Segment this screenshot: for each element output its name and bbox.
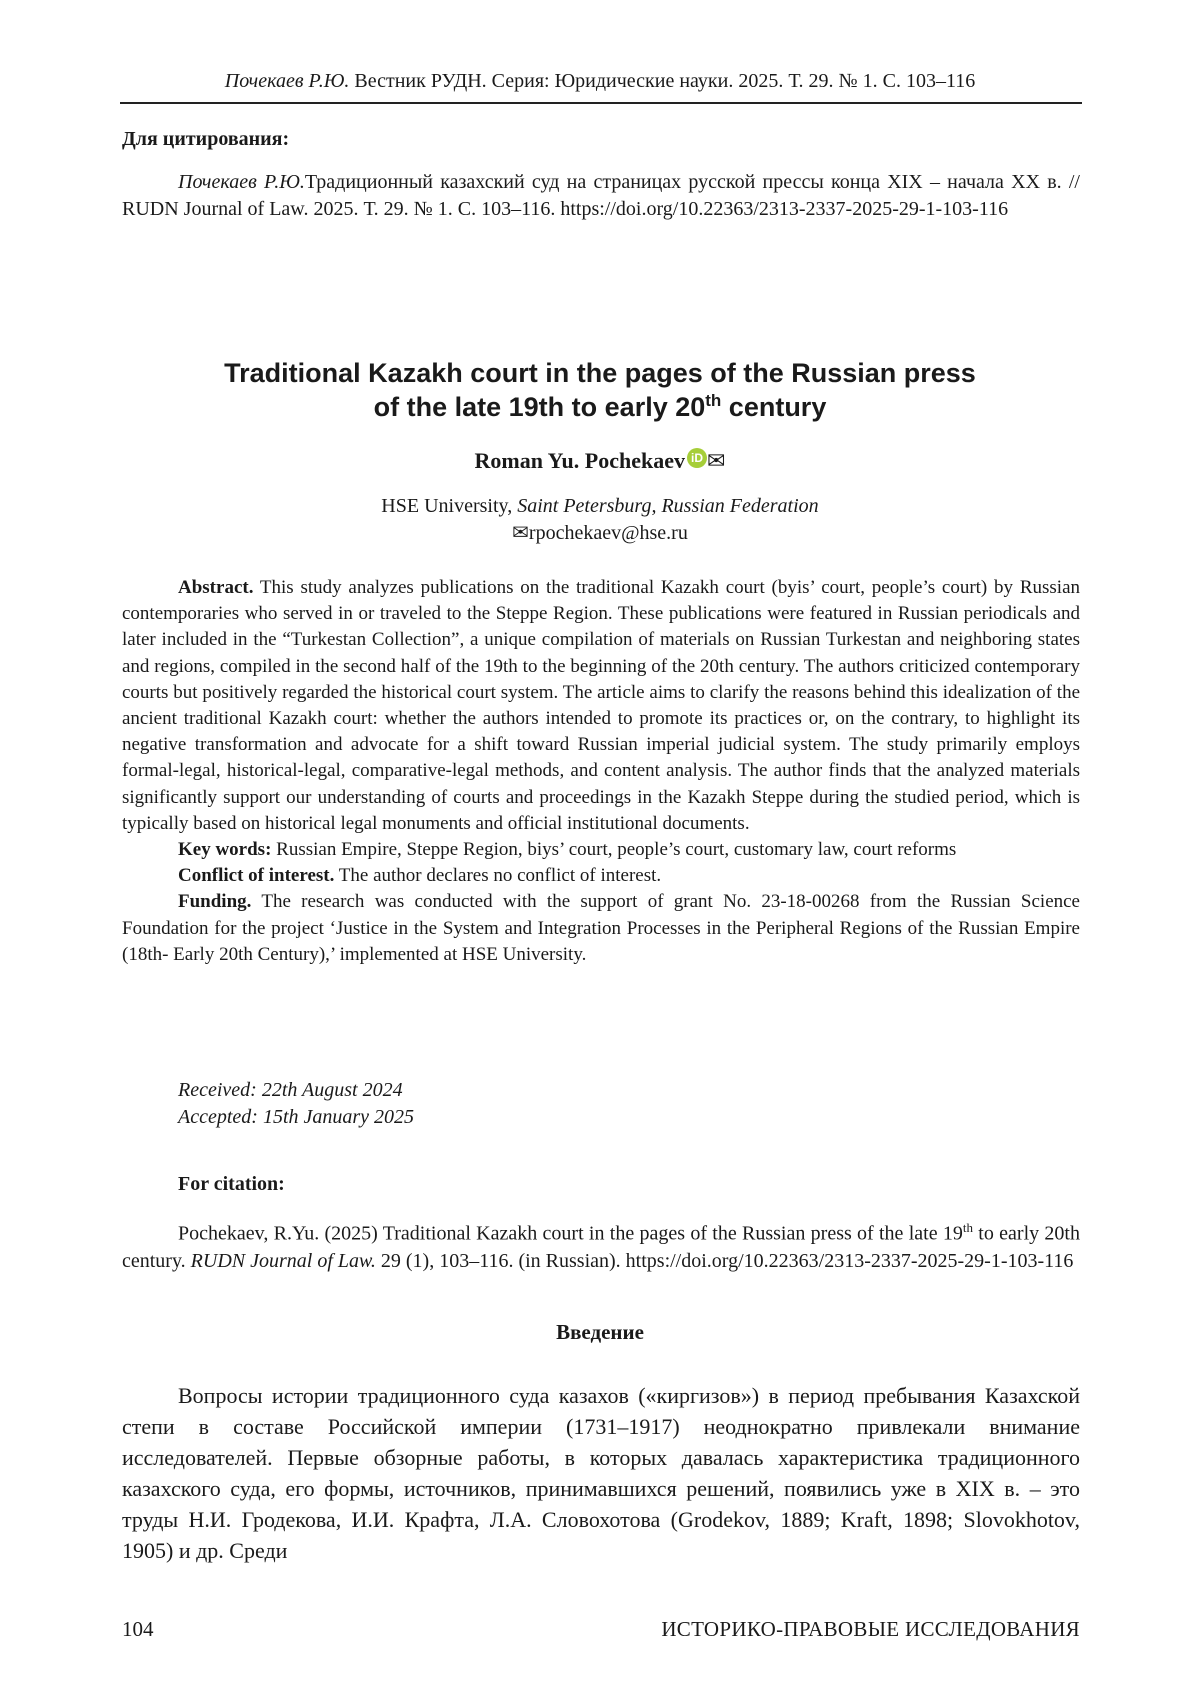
keywords-label: Key words: xyxy=(178,839,272,861)
citation-en-journal: RUDN Journal of Law. xyxy=(190,1249,376,1272)
funding-paragraph xyxy=(122,889,1080,968)
abstract-paragraph xyxy=(122,575,1080,837)
article-title xyxy=(120,356,1080,424)
page-number: 104 xyxy=(122,1617,154,1641)
author-email[interactable]: rpochekaev@hse.ru xyxy=(528,522,688,544)
affiliation xyxy=(120,493,1080,547)
citation-en-mid: to early 20th century. xyxy=(122,1222,1080,1272)
citation-ru-heading: Для цитирования: xyxy=(122,128,290,150)
footer-section: ИСТОРИКО-ПРАВОВЫЕ ИССЛЕДОВАНИЯ xyxy=(661,1617,1080,1641)
title-line2-text: of the late 19th to early 20 xyxy=(373,392,706,422)
running-head-journal: Вестник РУДН. Серия: Юридические науки. 2025. Т. 29. № 1. С. 103–116 xyxy=(354,70,976,92)
email-line xyxy=(120,520,1080,547)
dates xyxy=(178,1077,414,1131)
citation-ru xyxy=(122,169,1080,223)
running-head xyxy=(120,68,1080,94)
abstract-text: This study analyzes publications on the traditional Kazakh court (byis’ court, people’s court) by Russian contemporaries who served in or traveled to the Steppe Region. These publications were featured in Russian periodicals and later included in the “Turkestan Collection”, a unique compilation of materials on Russian Turkestan and neighboring states and regions, compiled in the second half of the 19th to the beginning of the 20th century. The authors criticized contemporary courts but positively regarded the historical court system. The article aims to clarify the reasons behind this idealization of the ancient traditional Kazakh court: whether the authors intended to promote its practices or, on the contrary, to highlight its negative transformation and advocate for a shift toward Russian imperial judicial system. The study primarily employs formal-legal, historical-legal, comparative-legal methods, and content analysis. The author finds that the analyzed materials significantly support our understanding of courts and proceedings in the Kazakh Steppe during the studied period, which is typically based on historical legal monuments and official institutional documents. xyxy=(122,577,1080,834)
conflict-paragraph xyxy=(122,863,1080,889)
orcid-icon[interactable]: iD xyxy=(687,448,707,468)
funding-text: The research was conducted with the support of grant No. 23-18-00268 from the Russian Science Foundation for the project ‘Justice in the System and Integration Processes in the Peripheral Regions of the Russian Empire (18th- Early 20th Century),’ implemented at HSE University. xyxy=(122,891,1080,965)
received-date: Received: 22th August 2024 xyxy=(178,1079,403,1101)
citation-en xyxy=(122,1214,1080,1275)
email-envelope-icon: ✉ xyxy=(512,522,529,544)
article-title-line2 xyxy=(120,390,1080,424)
funding-label: Funding. xyxy=(178,891,252,913)
intro-paragraph: Вопросы истории традиционного суда казахов («киргизов») в период пребывания Казахской степи в составе Российской империи (1731–1917) неоднократно привлекали внимание исследователей. Первые обзорные работы, в которых давалась характеристика традиционного казахского суда, его формы, источников, принимавшихся решений, появились уже в XIX в. – это труды Н.И. Гродекова, И.И. Крафта, Л.А. Словохотова (Grodekov, 1889; Kraft, 1898; Slovokhotov, 1905) и др. Среди xyxy=(122,1383,1080,1563)
abstract-label: Abstract. xyxy=(178,577,254,598)
citation-en-post: 29 (1), 103–116. (in Russian). https://doi.org/10.22363/2313-2337-2025-29-1-103-116 xyxy=(375,1249,1074,1272)
envelope-icon[interactable]: ✉ xyxy=(707,448,726,473)
intro-heading: Введение xyxy=(556,1320,644,1344)
keywords-paragraph xyxy=(122,837,1080,863)
affiliation-place: Saint Petersburg, Russian Federation xyxy=(517,495,819,517)
citation-ru-author: Почекаев Р.Ю. xyxy=(178,171,305,193)
abstract-block xyxy=(122,575,1080,968)
accepted-date: Accepted: 15th January 2025 xyxy=(178,1106,415,1128)
title-line2-end: century xyxy=(721,392,827,422)
conflict-label: Conflict of interest. xyxy=(178,865,335,887)
conflict-text: The author declares no conflict of interest. xyxy=(338,865,662,887)
article-title-line1: Traditional Kazakh court in the pages of the Russian press xyxy=(224,358,976,388)
author-name: Roman Yu. Pochekaev xyxy=(474,448,685,473)
citation-en-heading: For citation: xyxy=(178,1173,285,1195)
citation-en-sup: th xyxy=(962,1220,974,1235)
citation-ru-text: Традиционный казахский суд на страницах русской прессы конца XIX – начала XX в. // RUDN Journal of Law. 2025. Т. 29. № 1. С. 103–116. https://doi.org/10.22363/2313-2337-2025-29-1-103-116 xyxy=(122,171,1080,220)
affiliation-org: HSE University, xyxy=(381,495,518,517)
keywords-text: Russian Empire, Steppe Region, biys’ court, people’s court, customary law, court reforms xyxy=(276,839,957,861)
title-line2-sup: th xyxy=(705,391,722,410)
citation-en-pre: Pochekaev, R.Yu. (2025) Traditional Kazakh court in the pages of the Russian press of the late 19 xyxy=(178,1222,963,1245)
running-head-author: Почекаев Р.Ю. xyxy=(224,70,350,92)
author-line xyxy=(120,446,1080,476)
affiliation-line xyxy=(120,493,1080,520)
header-rule xyxy=(120,102,1082,104)
